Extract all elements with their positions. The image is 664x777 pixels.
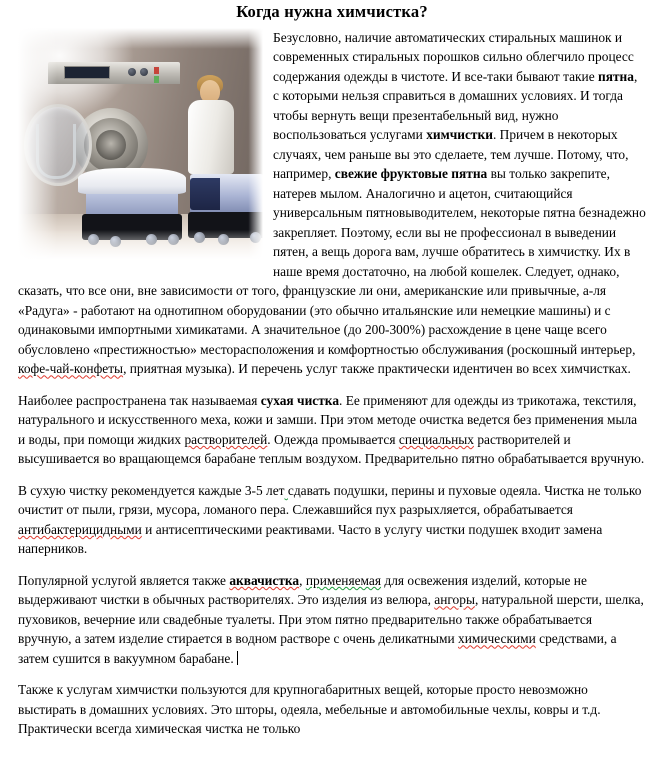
text-caret bbox=[237, 651, 238, 665]
emphasis-term: химчистки bbox=[426, 127, 493, 143]
cart-wheel-icon bbox=[194, 232, 205, 243]
emphasis-term: пятна bbox=[598, 68, 634, 84]
attendant-uniform bbox=[188, 100, 234, 174]
page-title: Когда нужна химчистка? bbox=[236, 2, 428, 21]
article-photo bbox=[18, 28, 263, 260]
machine-indicator-red-icon bbox=[154, 67, 159, 74]
spelling-error-word: антибактерицидными bbox=[18, 521, 142, 537]
paragraph: В сухую чистку рекомендуется каждые 3-5 лет сдавать подушки, перины и пуховые одеяла. Чистка не только очистит от пыли, грязи, мусора, ломаного пера. Слежавшийся пух разрыхляется, обрабатывается антибактерицидными и антисептическими реактивами. Часто в услугу чистки подушек входит замена наперников. bbox=[18, 482, 642, 557]
machine-indicator-green-icon bbox=[154, 76, 159, 83]
white-linen-pile bbox=[78, 168, 186, 194]
spelling-error-word: кофе-чай-конфеты bbox=[18, 361, 124, 377]
cart-wheel-icon bbox=[110, 236, 121, 247]
paragraph: Безусловно, наличие автоматических стиральных машинок и современных стиральных порошков сильно облегчило процесс содержания одежды в чистоте. И все-таки бывают такие пятна, с которыми нельзя справиться в домашних условиях. И тогда чтобы вернуть вещи презентабельный вид, нужно воспользоваться услугами химчистки. Причем в некоторых случаях, чем раньше вы это сделаете, тем лучше. Потому, что, например, свежие фруктовые пятна вы только закрепите, натерев мылом. Аналогично и ацетон, считающийся универсальным пятновыводителем, некоторые пятна безнадежно закрепляет. Поэтому, если вы не профессионал в выведении пятен, а вещь дорога вам, лучше обратитесь в химчистку. Их в наше время достаточно, на любой кошелек. Следует, однако, сказать, что все они, вне зависимости от того, французские ли они, американские или привычные, а-ля «Радуга» - работают на однотипном оборудовании (это обычно итальянские или немецкие машины) и с одинаковыми импортными химикатами. А значительное (до 200-300%) расхождение в цене чаще всего обусловлено «престижностью» месторасположения и комфортностью обслуживания (роскошный интерьер, кофе-чай-конфеты, приятная музыка). И перечень услуг также практически идентичен во всех химчистках. bbox=[18, 29, 646, 377]
machine-drum-core bbox=[96, 130, 126, 160]
paragraph: Популярной услугой является также аквачистка, применяемая для освежения изделий, которые не выдерживают чистки в обычных растворителях. Это изделия из велюра, ангоры, натуральной шерсти, шелка, пуховиков, вечерние или свадебные туалеты. При этом пятно предварительно также обрабатывается вручную, а затем изделие стирается в водном растворе с очень деликатными химическими средствами, а затем сушится в вакуумном барабане. bbox=[18, 572, 644, 666]
cart-wheel-icon bbox=[250, 232, 261, 243]
spelling-error-word: специальных bbox=[398, 431, 474, 447]
spelling-error-word: ангоры bbox=[434, 592, 475, 608]
machine-knob-icon bbox=[128, 68, 136, 76]
spelling-error-word: растворителей bbox=[184, 431, 268, 447]
grammar-error-word: применяемая bbox=[305, 572, 382, 588]
emphasis-term: свежие фруктовые пятна bbox=[334, 166, 488, 182]
paragraph: Также к услугам химчистки пользуются для крупногабаритных вещей, которые просто невозможно выстирать в домашних условиях. Это шторы, одеяла, мебельные и автомобильные чехлы, ковры и т.д. Практически всегда химическая чистка не только bbox=[18, 682, 601, 737]
emphasis-term: сухая чистка bbox=[260, 392, 340, 408]
grammar-error-word bbox=[285, 483, 288, 498]
spelling-error-word: химическими bbox=[458, 631, 536, 647]
paragraph: Наиболее распространена так называемая сухая чистка. Ее применяют для одежды из трикотажа, текстиля, натурального и искусственного меха, кожи и замши. При этом методе очистка ведется без применения мыла и воды, при помощи жидких растворителей. Одежда промывается специальных растворителей и высушивается во вращающемся барабане теплым воздухом. Предварительно пятно обрабатывается вручную. bbox=[18, 392, 645, 467]
cart-wheel-icon bbox=[88, 234, 99, 245]
laundry-cart-bin-dark bbox=[190, 178, 220, 210]
machine-door-handle bbox=[36, 124, 76, 179]
photo-backdrop bbox=[18, 28, 263, 260]
cart-wheel-icon bbox=[218, 234, 229, 245]
machine-display-panel bbox=[64, 66, 110, 79]
emphasis-term: аквачистка bbox=[229, 572, 300, 588]
cart-wheel-icon bbox=[168, 234, 179, 245]
machine-knob-icon bbox=[140, 68, 148, 76]
cart-wheel-icon bbox=[146, 234, 157, 245]
